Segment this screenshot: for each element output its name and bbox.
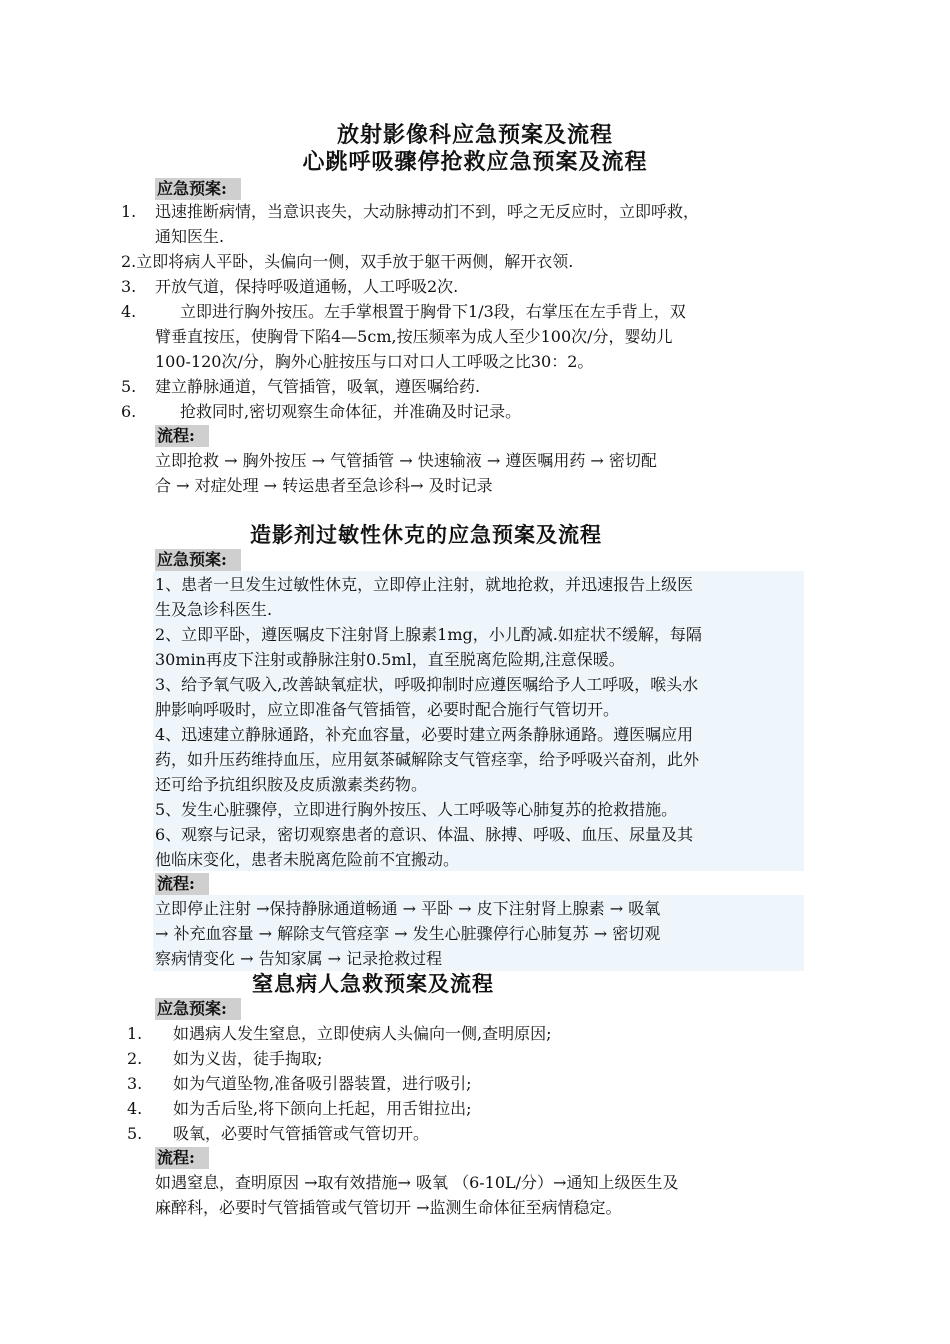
list-item-continued: 100-120次/分，胸外心脏按压与口对口人工呼吸之比30：2。 <box>155 352 594 371</box>
paragraph-line: 药，如升压药维持血压，应用氨茶碱解除支气管痉挛，给予呼吸兴奋剂，此外 <box>155 750 700 769</box>
list-item: 吸氧，必要时气管插管或气管切开。 <box>173 1124 430 1143</box>
list-number: 3. <box>121 277 137 296</box>
list-item: 2.立即将病人平卧，头偏向一侧，双手放于躯干两侧，解开衣领. <box>121 252 574 271</box>
paragraph-line: 还可给予抗组织胺及皮质激素类药物。 <box>155 775 428 794</box>
list-number: 5. <box>121 377 137 396</box>
list-number: 2. <box>127 1049 143 1068</box>
paragraph-line: 5、发生心脏骤停，立即进行胸外按压、人工呼吸等心肺复苏的抢救措施。 <box>155 800 678 819</box>
list-item: 抢救同时,密切观察生命体征，并准确及时记录。 <box>180 402 522 421</box>
list-item: 建立静脉通道，气管插管，吸氧，遵医嘱给药. <box>155 377 481 396</box>
list-item: 立即进行胸外按压。左手掌根置于胸骨下1/3段，右掌压在左手背上，双 <box>180 302 686 321</box>
paragraph-line: 4、迅速建立静脉通路，补充血容量，必要时建立两条静脉通路。遵医嘱应用 <box>155 725 694 744</box>
list-number: 4. <box>127 1099 143 1118</box>
paragraph-line: 2、立即平卧，遵医嘱皮下注射肾上腺素1mg，小儿酌减.如症状不缓解，每隔 <box>155 625 702 644</box>
list-item: 如为舌后坠,将下颌向上托起，用舌钳拉出; <box>173 1099 472 1118</box>
list-number: 6. <box>121 402 137 421</box>
list-number: 3. <box>127 1074 143 1093</box>
paragraph-line: 肿影响呼吸时，应立即准备气管插管，必要时配合施行气管切开。 <box>155 700 620 719</box>
section-title-suffocation: 窒息病人急救预案及流程 <box>252 971 494 996</box>
paragraph-line: 30min再皮下注射或静脉注射0.5ml，直至脱离危险期,注意保暖。 <box>155 650 625 669</box>
flow-label: 流程: <box>155 873 209 895</box>
flow-label: 流程: <box>155 1147 209 1169</box>
list-number: 4. <box>121 302 137 321</box>
section-title-cardiac-arrest: 心跳呼吸骤停抢救应急预案及流程 <box>302 149 648 175</box>
flow-text: 察病情变化 → 告知家属 → 记录抢救过程 <box>155 949 443 968</box>
plan-label: 应急预案: <box>155 998 241 1020</box>
list-number: 5. <box>127 1124 143 1143</box>
list-item: 迅速推断病情，当意识丧失，大动脉搏动扪不到，呼之无反应时，立即呼救， <box>155 202 700 221</box>
flow-text: 立即抢救 → 胸外按压 → 气管插管 → 快速输液 → 遵医嘱用药 → 密切配 <box>155 451 657 470</box>
section-title-contrast-allergy: 造影剂过敏性休克的应急预案及流程 <box>250 522 602 547</box>
flow-text: 如遇窒息，查明原因 →取有效措施→ 吸氧 （6-10L/分）→通知上级医生及 <box>155 1173 679 1192</box>
document-title: 放射影像科应急预案及流程 <box>336 122 613 148</box>
flow-text: 立即停止注射 →保持静脉通道畅通 → 平卧 → 皮下注射肾上腺素 → 吸氧 <box>155 899 661 918</box>
flow-text: 麻醉科，必要时气管插管或气管切开 →监测生命体征至病情稳定。 <box>155 1198 622 1217</box>
list-number: 1. <box>127 1024 143 1043</box>
list-item: 开放气道，保持呼吸道通畅，人工呼吸2次. <box>155 277 459 296</box>
flow-text: → 补充血容量 → 解除支气管痉挛 → 发生心脏骤停行心肺复苏 → 密切观 <box>155 924 661 943</box>
flow-text: 合 → 对症处理 → 转运患者至急诊科→ 及时记录 <box>155 476 493 495</box>
paragraph-line: 3、给予氧气吸入,改善缺氧症状，呼吸抑制时应遵医嘱给予人工呼吸，喉头水 <box>155 675 699 694</box>
list-item: 如为气道坠物,准备吸引器装置，进行吸引; <box>173 1074 472 1093</box>
plan-label: 应急预案: <box>155 178 241 200</box>
paragraph-line: 他临床变化，患者未脱离危险前不宜搬动。 <box>155 850 460 869</box>
list-item: 如遇病人发生窒息，立即使病人头偏向一侧,查明原因; <box>173 1024 552 1043</box>
paragraph-line: 1、患者一旦发生过敏性休克，立即停止注射，就地抢救，并迅速报告上级医 <box>155 575 694 594</box>
list-number: 1. <box>121 202 137 221</box>
list-item: 如为义齿，徒手掏取; <box>173 1049 323 1068</box>
paragraph-line: 6、观察与记录，密切观察患者的意识、体温、脉搏、呼吸、血压、尿量及其 <box>155 825 694 844</box>
plan-label: 应急预案: <box>155 549 241 571</box>
paragraph-line: 生及急诊科医生. <box>155 600 273 619</box>
list-item-continued: 通知医生. <box>155 227 225 246</box>
flow-label: 流程: <box>155 425 209 447</box>
list-item-continued: 臂垂直按压，使胸骨下陷4—5cm,按压频率为成人至少100次/分，婴幼儿 <box>155 327 673 346</box>
